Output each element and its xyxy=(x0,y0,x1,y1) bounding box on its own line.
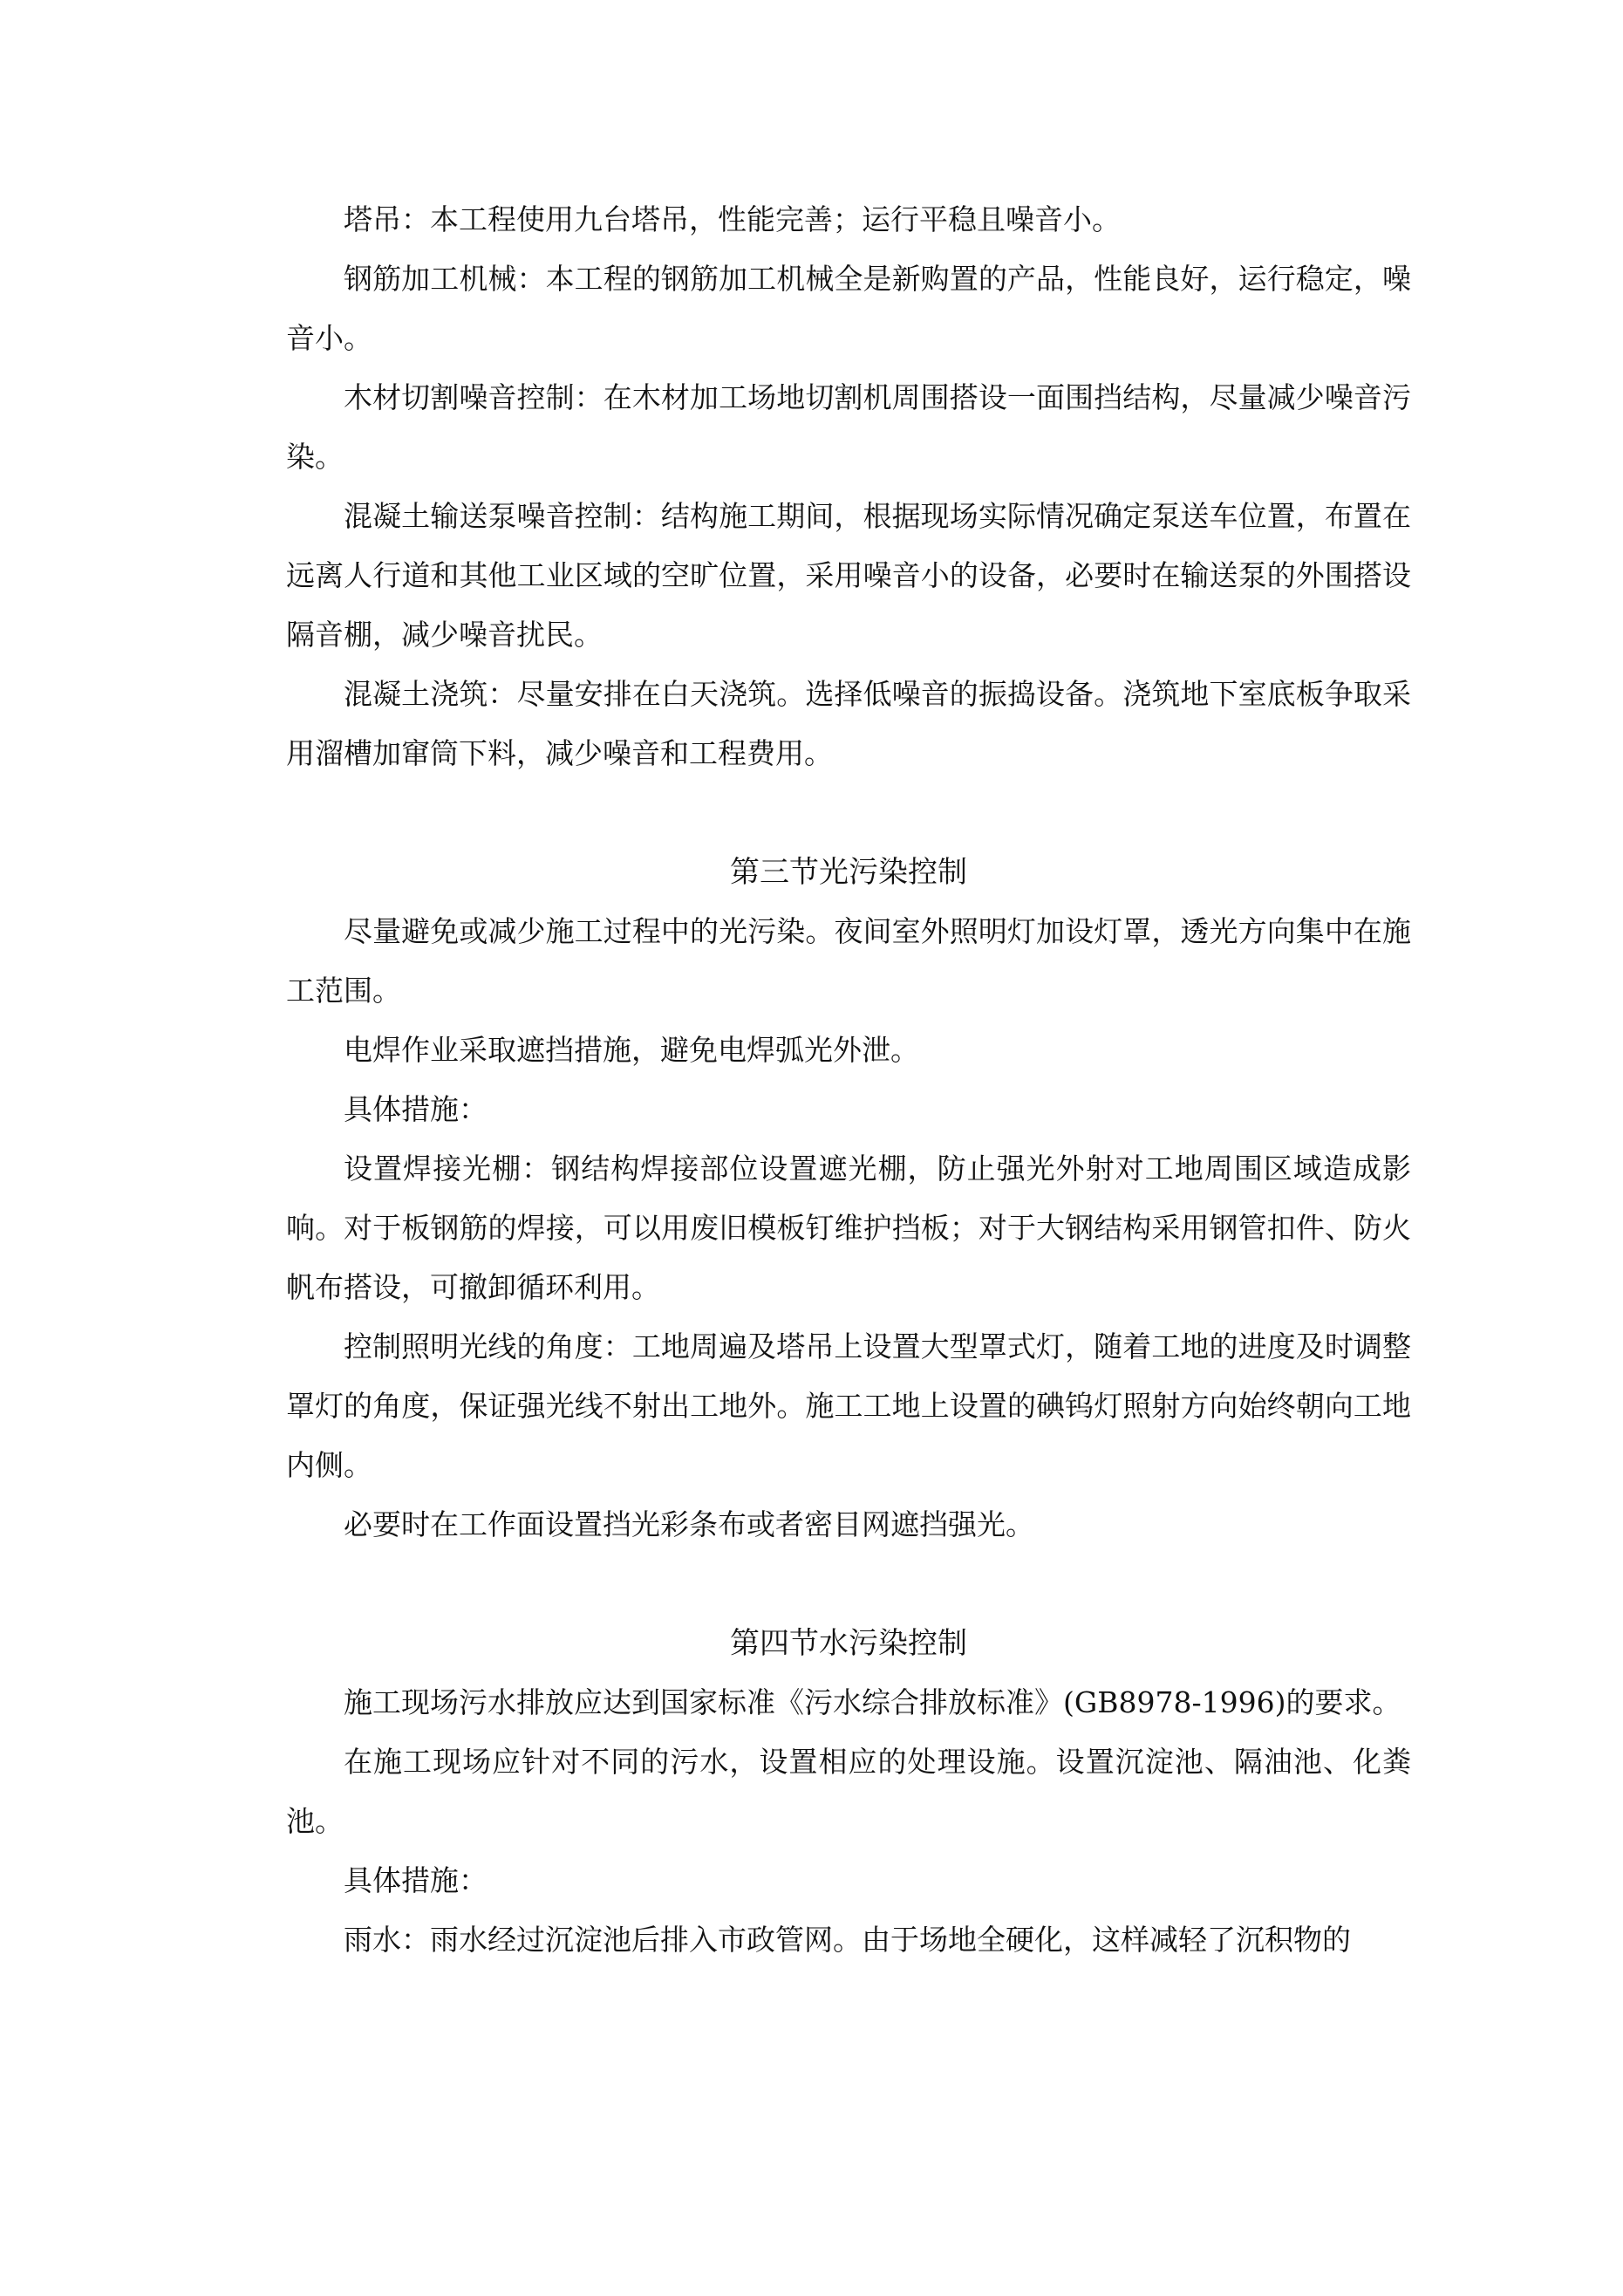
paragraph-welding-shed: 设置焊接光棚：钢结构焊接部位设置遮光棚，防止强光外射对工地周围区域造成影响。对于板钢筋的焊接，可以用废旧模板钉维护挡板；对于大钢结构采用钢管扣件、防火帆布搭设，可撤卸循环利用。 xyxy=(286,1151,1411,1304)
section-4-title: 第四节水污染控制 xyxy=(730,1626,967,1661)
paragraph-rainwater: 雨水：雨水经过沉淀池后排入市政管网。由于场地全硬化，这样减轻了沉积物的 xyxy=(344,1923,1351,1957)
paragraph-welding-shielding: 电焊作业采取遮挡措施，避免电焊弧光外泄。 xyxy=(344,1033,919,1067)
paragraph-treatment-facilities: 在施工现场应针对不同的污水，设置相应的处理设施。设置沉淀池、隔油池、化粪池。 xyxy=(286,1745,1411,1838)
paragraph-lighting-angle: 控制照明光线的角度：工地周遍及塔吊上设置大型罩式灯，随着工地的进度及时调整罩灯的角度，保证强光线不射出工地外。施工工地上设置的碘钨灯照射方向始终朝向工地内侧。 xyxy=(286,1329,1411,1482)
paragraph-concrete-pump-noise: 混凝土输送泵噪音控制：结构施工期间，根据现场实际情况确定泵送车位置，布置在远离人行道和其他工业区域的空旷位置，采用噪音小的设备，必要时在输送泵的外围搭设隔音棚，减少噪音扰民。 xyxy=(286,499,1411,652)
paragraph-rebar-machinery: 钢筋加工机械：本工程的钢筋加工机械全是新购置的产品，性能良好，运行稳定，噪音小。 xyxy=(286,262,1411,355)
paragraph-wood-cutting-noise: 木材切割噪音控制：在木材加工场地切割机周围搭设一面围挡结构，尽量减少噪音污染。 xyxy=(286,380,1411,474)
paragraph-wastewater-standard: 施工现场污水排放应达到国家标准《污水综合排放标准》(GB8978-1996)的要求。 xyxy=(344,1685,1401,1719)
paragraph-light-pollution-intro: 尽量避免或减少施工过程中的光污染。夜间室外照明灯加设灯罩，透光方向集中在施工范围。 xyxy=(286,914,1411,1008)
paragraph-concrete-pouring: 混凝土浇筑：尽量安排在白天浇筑。选择低噪音的振捣设备。浇筑地下室底板争取采用溜槽加窜筒下料，减少噪音和工程费用。 xyxy=(286,677,1411,770)
section-3-title: 第三节光污染控制 xyxy=(730,855,967,890)
paragraph-light-blocking-cloth: 必要时在工作面设置挡光彩条布或者密目网遮挡强光。 xyxy=(344,1507,1034,1541)
paragraph-specific-measures-label: 具体措施： xyxy=(344,1092,488,1126)
document-body xyxy=(286,190,1411,1970)
paragraph-specific-measures-label-2: 具体措施： xyxy=(344,1863,488,1897)
paragraph-tower-crane: 塔吊：本工程使用九台塔吊，性能完善；运行平稳且噪音小。 xyxy=(344,202,1121,236)
